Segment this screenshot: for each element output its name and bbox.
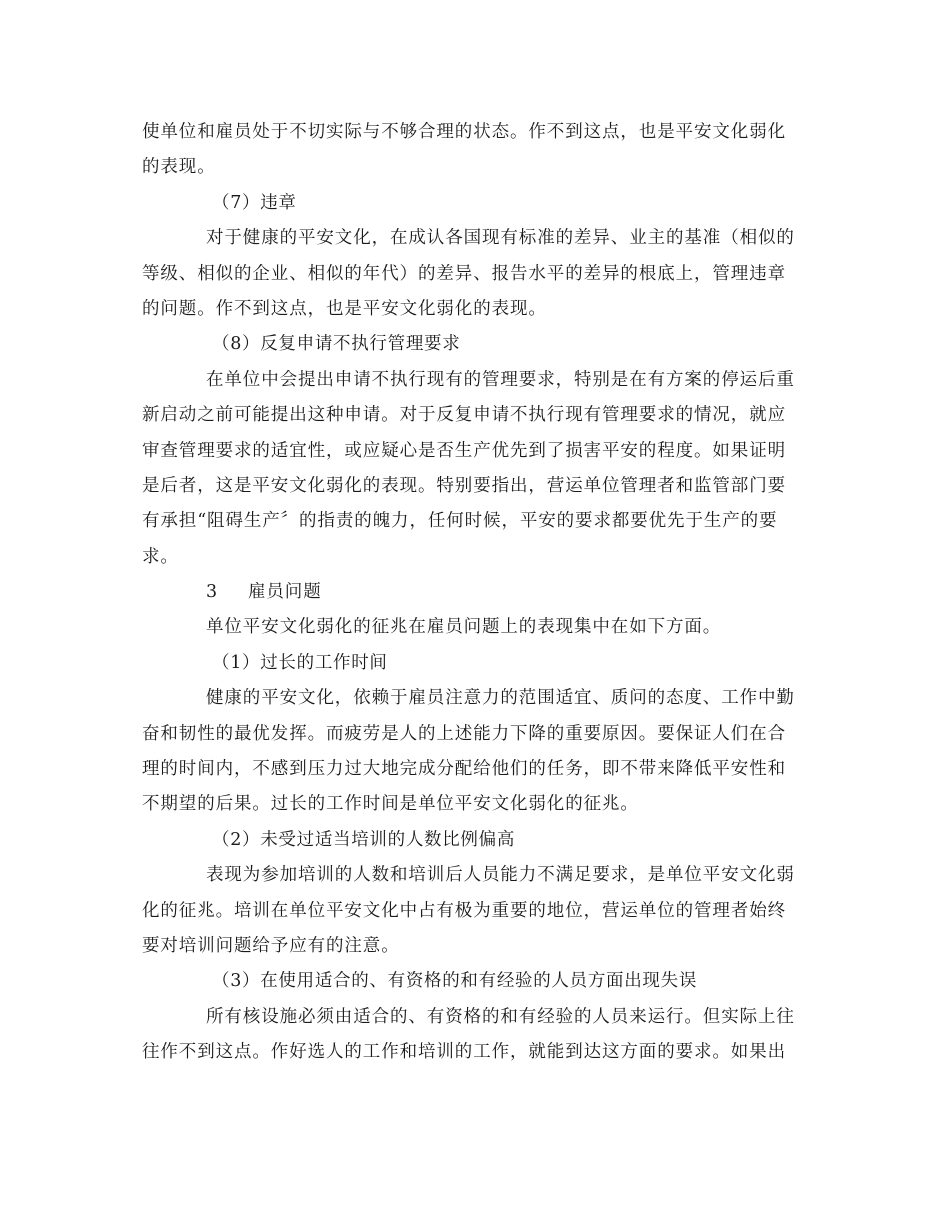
- paragraph-line: 往作不到这点。作好选人的工作和培训的工作，就能到达这方面的要求。如果出: [142, 1042, 786, 1063]
- subheading-untrained-ratio: （2）未受过适当培训的人数比例偏高: [212, 829, 516, 850]
- document-body: [142, 115, 804, 1071]
- paragraph-line: 单位平安文化弱化的征兆在雇员问题上的表现集中在如下方面。: [206, 617, 722, 638]
- paragraph-line: 奋和韧性的最优发挥。而疲劳是人的上述能力下降的重要原因。要保证人们在合: [142, 723, 786, 744]
- section-heading-employee-issues: [142, 575, 804, 610]
- paragraph-line: 求。: [142, 546, 179, 567]
- paragraph-line: 表现为参加培训的人数和培训后人员能力不满足要求，是单位平安文化弱: [206, 865, 795, 886]
- paragraph-line: 的问题。作不到这点，也是平安文化弱化的表现。: [142, 298, 547, 319]
- section-title: 雇员问题: [248, 582, 322, 603]
- paragraph-line: 不期望的后果。过长的工作时间是单位平安文化弱化的征兆。: [142, 794, 639, 815]
- paragraph-line: 化的征兆。培训在单位平安文化中占有极为重要的地位，营运单位的管理者始终: [142, 900, 786, 921]
- paragraph-line: 所有核设施必须由适合的、有资格的和有经验的人员来运行。但实际上往: [206, 1006, 795, 1027]
- subheading-repeated-requests: （8）反复申请不执行管理要求: [212, 334, 461, 355]
- paragraph-line: 有承担“阻碍生产〞的指责的魄力，任何时候，平安的要求都要优先于生产的要: [142, 511, 778, 532]
- subheading-violation: （7）违章: [212, 192, 297, 213]
- paragraph-line: 对于健康的平安文化，在成认各国现有标准的差异、业主的基准（相似的: [206, 228, 795, 249]
- paragraph-line: 使单位和雇员处于不切实际与不够合理的状态。作不到这点，也是平安文化弱化: [142, 122, 786, 142]
- paragraph-line: 健康的平安文化，依赖于雇员注意力的范围适宜、质问的态度、工作中勤: [206, 688, 795, 709]
- section-number: 3: [206, 582, 219, 603]
- paragraph-line: 新启动之前可能提出这种申请。对于反复申请不执行现有管理要求的情况，就应: [142, 405, 786, 426]
- subheading-staffing-errors: （3）在使用适合的、有资格的和有经验的人员方面出现失误: [212, 971, 698, 992]
- paragraph-line: 等级、相似的企业、相似的年代）的差异、报告水平的差异的根底上，管理违章: [142, 263, 786, 284]
- paragraph-line: 在单位中会提出申请不执行现有的管理要求，特别是在有方案的停运后重: [206, 369, 795, 390]
- paragraph-line: 的表现。: [142, 157, 216, 178]
- paragraph-line: 是后者，这是平安文化弱化的表现。特别要指出，营运单位管理者和监管部门要: [142, 475, 786, 496]
- paragraph-line: 要对培训问题给予应有的注意。: [142, 935, 400, 956]
- paragraph-line: 理的时间内，不感到压力过大地完成分配给他们的任务，即不带来降低平安性和: [142, 759, 786, 780]
- paragraph-line: 审查管理要求的适宜性，或应疑心是否生产优先到了损害平安的程度。如果证明: [142, 440, 786, 461]
- subheading-long-hours: （1）过长的工作时间: [212, 652, 388, 673]
